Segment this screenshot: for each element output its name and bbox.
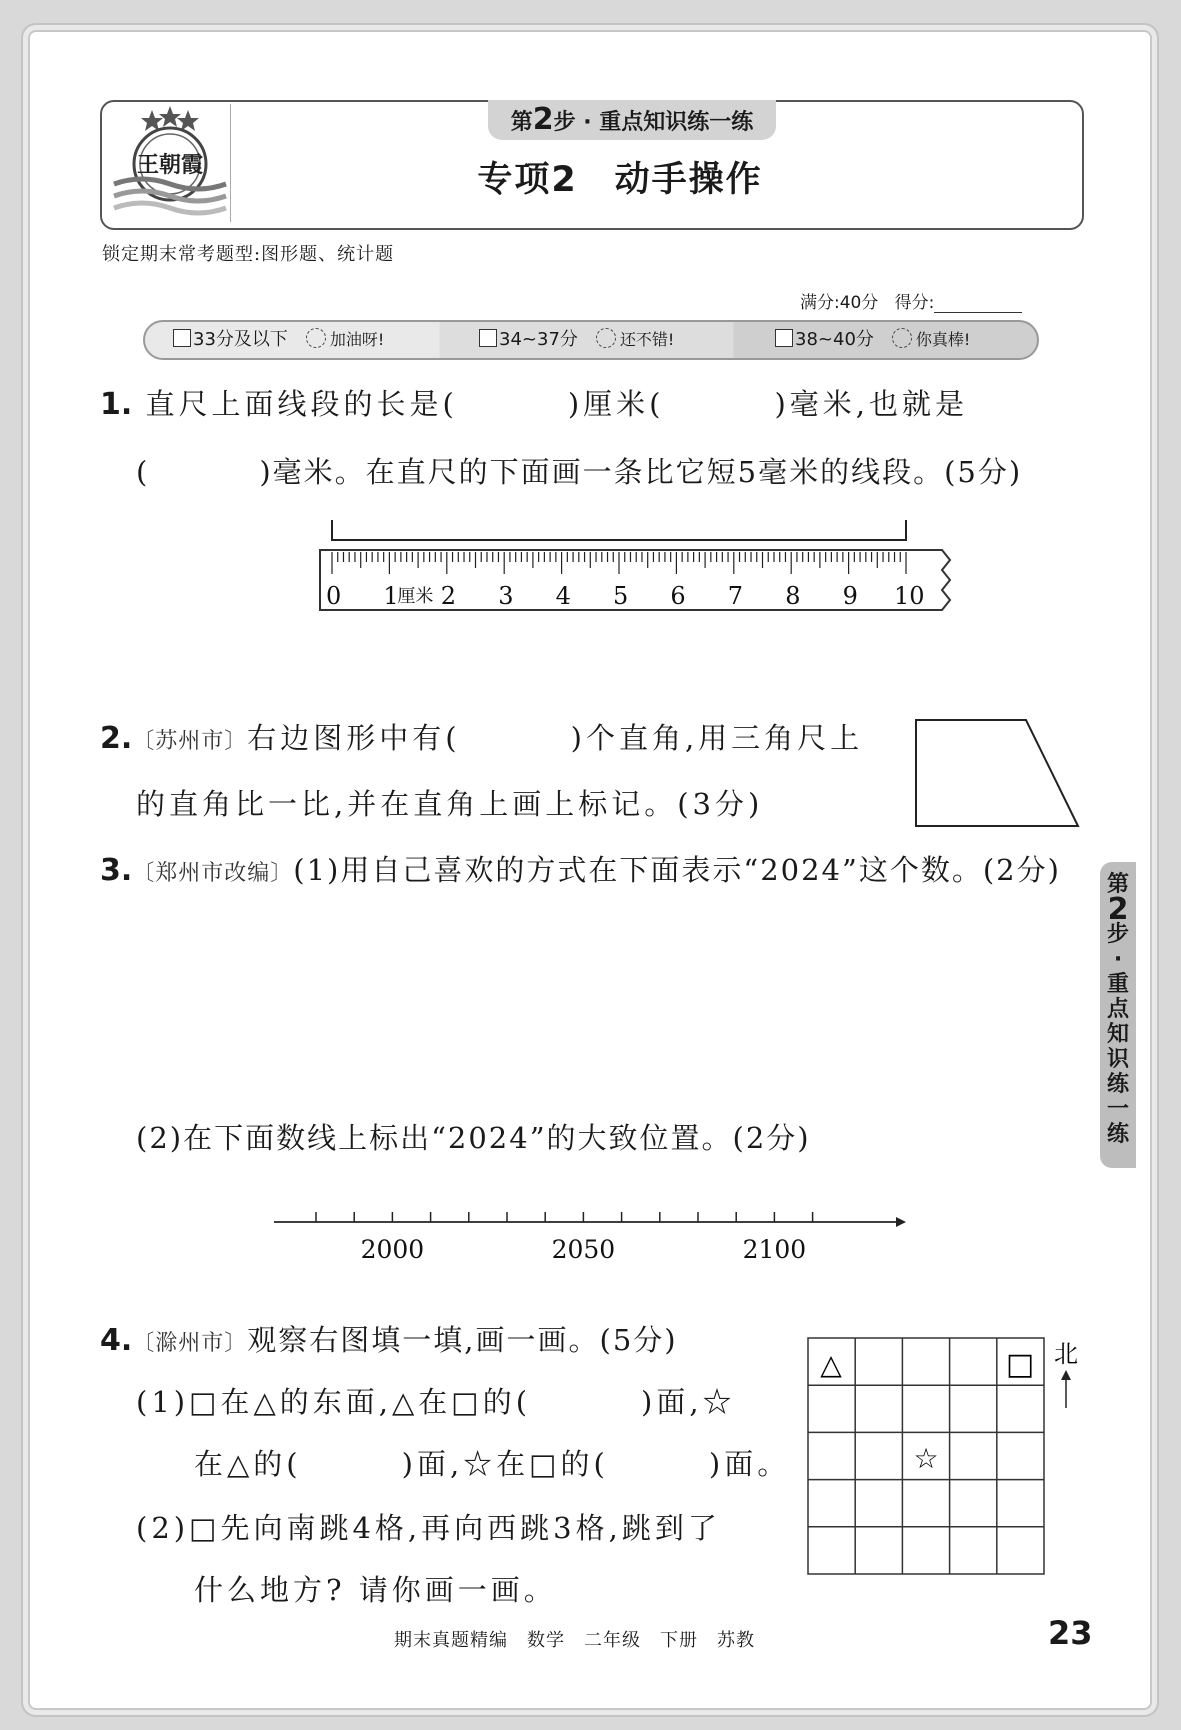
section-title: 专项2 动手操作	[477, 160, 763, 200]
side-tab-char: 点	[1106, 997, 1129, 1022]
number-line[interactable]	[270, 1206, 910, 1286]
q2-text-a: 右边图形中有(	[247, 721, 461, 755]
q2-line2: 的直角比一比,并在直角上画上标记。(3分)	[136, 787, 764, 821]
q3-source: 〔郑州市改编〕	[132, 861, 294, 886]
square-icon: □	[1005, 1347, 1035, 1382]
north-arrowhead-icon	[1061, 1370, 1071, 1380]
ruler-label: 5	[613, 582, 629, 610]
side-tab-char: 重	[1106, 972, 1129, 997]
side-tab-char: 知	[1106, 1022, 1129, 1047]
ruler-label: 1	[383, 582, 399, 610]
q3-part1-text: (1)用自己喜欢的方式在下面表示“2024”这个数。(2分)	[293, 853, 1061, 887]
full-score: 满分:40分	[800, 293, 879, 313]
step-tab	[488, 100, 776, 140]
q4-line1	[100, 1318, 678, 1359]
numberline-label: 2050	[551, 1235, 616, 1264]
subtitle: 锁定期末常考题型:图形题、统计题	[102, 244, 395, 265]
q4-text-d: )面,☆在□的(	[401, 1447, 609, 1481]
rating-item	[173, 322, 384, 358]
score-label: 得分:	[894, 293, 935, 313]
q3-line1	[100, 848, 1061, 889]
q1-text-b: )厘米(	[567, 387, 665, 421]
ruler-label: 0	[326, 582, 342, 610]
q1-text-a: 直尺上面线段的长是(	[145, 387, 458, 421]
north-label: 北	[1054, 1340, 1078, 1368]
rating-checkbox[interactable]	[479, 329, 497, 347]
trapezoid-figure	[912, 716, 1082, 830]
ruler-label: 10	[894, 582, 925, 610]
step-prefix: 第	[510, 110, 533, 135]
q1-text-e: )毫米。在直尺的下面画一条比它短5毫米的线段。(5分)	[259, 455, 1023, 489]
q2-number: 2.	[100, 721, 133, 756]
q1-text-d: (	[136, 455, 150, 489]
step-suffix: 步 · 重点知识练一练	[553, 110, 754, 135]
measured-segment	[332, 520, 906, 540]
side-tab-char: 练	[1106, 1072, 1129, 1097]
q3-number: 3.	[100, 853, 133, 888]
q2-text-b: )个直角,用三角尺上	[570, 721, 864, 755]
logo-divider	[230, 104, 231, 222]
q1-text-c: )毫米,也就是	[774, 387, 969, 421]
q2-line1	[100, 716, 863, 757]
ruler-label: 2	[440, 582, 457, 610]
score-blank[interactable]	[934, 296, 1022, 313]
q4-text-a: (1)□在△的东面,△在□的(	[136, 1385, 532, 1419]
trapezoid-shape[interactable]	[916, 720, 1078, 826]
rating-item	[775, 322, 970, 358]
rating-cheer: 你真棒!	[915, 330, 971, 349]
rating-range: 38~40分	[795, 329, 874, 350]
q2-source: 〔苏州市〕	[132, 729, 248, 754]
star-icon: ☆	[913, 1442, 939, 1475]
q3-answer-area[interactable]	[136, 900, 1076, 1100]
footer-text: 期末真题精编 数学 二年级 下册 苏教	[394, 1630, 755, 1651]
arrow-right-icon	[896, 1217, 906, 1227]
q4-text-c: 在△的(	[194, 1447, 302, 1481]
smiley-icon	[892, 328, 912, 348]
page-number: 23	[1048, 1614, 1093, 1652]
side-tab-number: 2	[1107, 892, 1129, 927]
side-tab-char: 一	[1106, 1097, 1129, 1122]
numberline-label: 2100	[742, 1235, 807, 1264]
ruler-label: 8	[785, 582, 801, 610]
q1-line1	[100, 382, 968, 423]
q4-source: 〔滁州市〕	[132, 1331, 248, 1356]
rating-bar	[143, 320, 1039, 360]
logo-text: 王朝霞	[136, 152, 204, 178]
rating-cheer: 还不错!	[619, 330, 675, 349]
side-tab	[1100, 862, 1136, 1168]
rating-range: 34~37分	[499, 329, 578, 350]
score-line	[800, 288, 1022, 313]
q4-p2-line2: 什么地方? 请你画一画。	[194, 1573, 557, 1607]
side-tab-char: 识	[1106, 1047, 1129, 1072]
ruler-label: 4	[555, 582, 571, 610]
q4-text-e: )面。	[708, 1447, 791, 1481]
side-tab-char: 步	[1106, 922, 1129, 947]
side-tab-char: 练	[1106, 1122, 1129, 1147]
smiley-icon	[596, 328, 616, 348]
rating-checkbox[interactable]	[775, 329, 793, 347]
side-tab-char: ·	[1113, 947, 1123, 972]
q4-intro: 观察右图填一填,画一画。(5分)	[247, 1323, 678, 1357]
side-tab-text	[1100, 922, 1136, 1147]
side-tab-prefix: 第	[1106, 872, 1129, 897]
smiley-icon	[306, 328, 326, 348]
rating-cheer: 加油呀!	[329, 330, 385, 349]
q1-line2	[136, 450, 1022, 491]
ruler-label: 6	[670, 582, 686, 610]
ruler-unit-label: 厘米	[397, 586, 434, 607]
ruler-label: 7	[727, 582, 744, 610]
q4-p1-line2	[194, 1442, 790, 1483]
direction-grid[interactable]	[806, 1336, 1086, 1580]
rating-range: 33分及以下	[193, 329, 288, 350]
step-number: 2	[532, 102, 554, 137]
rating-item	[479, 322, 674, 358]
numberline-label: 2000	[360, 1235, 425, 1264]
rating-checkbox[interactable]	[173, 329, 191, 347]
triangle-icon: △	[820, 1348, 842, 1381]
ruler-figure	[310, 512, 960, 622]
ruler-label: 9	[842, 582, 858, 610]
q4-p1-line1	[136, 1380, 736, 1421]
q4-p2-line1: (2)□先向南跳4格,再向西跳3格,跳到了	[136, 1511, 721, 1545]
q4-number: 4.	[100, 1323, 133, 1358]
ruler-label: 3	[498, 582, 514, 610]
q1-number: 1.	[100, 387, 133, 422]
q4-text-b: )面,☆	[641, 1385, 736, 1419]
q3-part2-text: (2)在下面数线上标出“2024”的大致位置。(2分)	[136, 1121, 811, 1155]
publisher-logo	[112, 104, 228, 222]
